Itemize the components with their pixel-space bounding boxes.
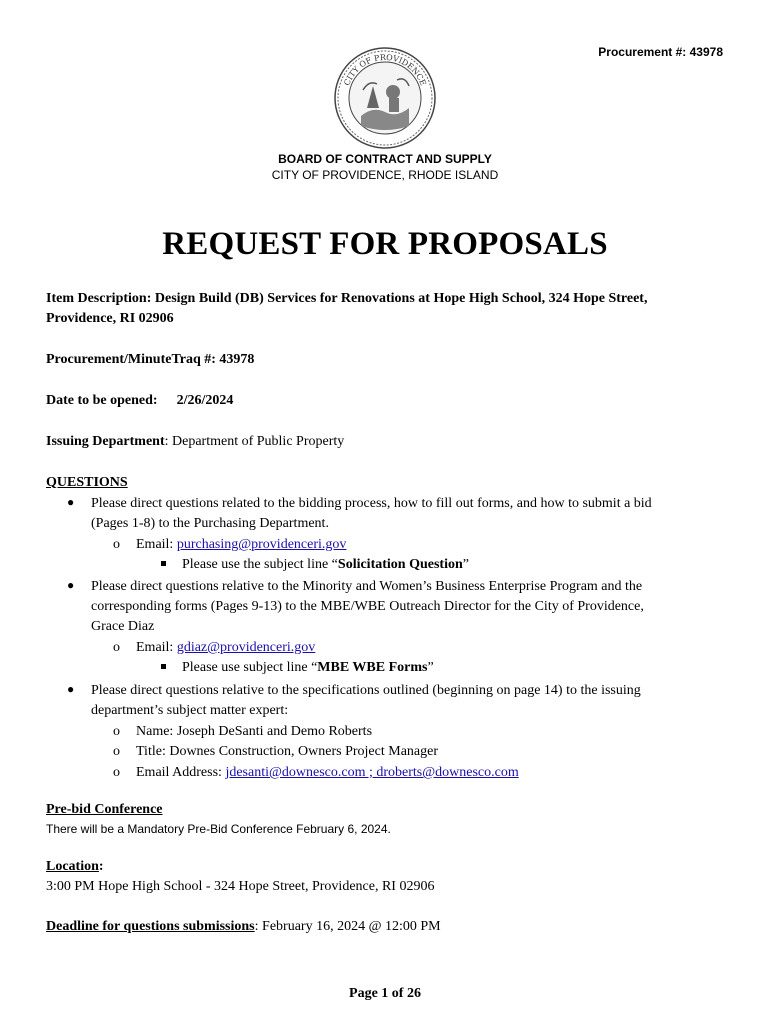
q1-line1: Please direct questions related to the bidding process, how to fill out forms, and how to submit a bid <box>91 496 652 511</box>
prebid-text: There will be a Mandatory Pre-Bid Conference February 6, 2024. <box>46 822 391 836</box>
location-text: 3:00 PM Hope High School - 324 Hope Street, Providence, RI 02906 <box>46 879 435 894</box>
date-opened-label: Date to be opened: <box>46 393 158 408</box>
q3-email-prefix: Email Address: <box>136 765 226 780</box>
item-description-text: Design Build (DB) Services for Renovations at Hope High School, 324 Hope Street, <box>154 291 648 306</box>
q2-subject-prefix: Please use subject line “ <box>182 660 318 675</box>
q1-email-row <box>136 535 346 555</box>
circle-bullet-icon: o <box>113 765 120 780</box>
bullet-icon: ● <box>67 495 75 509</box>
procurement-number-header: Procurement #: 43978 <box>598 45 723 59</box>
q3-line2: department’s subject matter expert: <box>91 703 289 718</box>
q3-title: Title: Downes Construction, Owners Project Manager <box>136 744 438 759</box>
q2-subject: MBE WBE Forms <box>317 660 428 675</box>
prebid-heading: Pre-bid Conference <box>46 802 163 817</box>
purchasing-email-link[interactable]: purchasing@providenceri.gov <box>176 537 347 552</box>
q2-email-row <box>136 638 315 658</box>
deadline-row <box>46 917 441 937</box>
bullet-icon: ● <box>67 578 75 592</box>
item-description-line1 <box>46 289 647 309</box>
date-opened-value: 2/26/2024 <box>176 393 234 408</box>
item-description-label: Item Description: <box>46 291 152 306</box>
q1-subject-suffix: ” <box>462 557 469 572</box>
deadline-label: Deadline for questions submissions <box>46 919 255 934</box>
q1-subject-row <box>182 555 469 575</box>
q2-subject-suffix: ” <box>427 660 434 675</box>
item-description-line2: Providence, RI 02906 <box>46 311 174 326</box>
q2-line1: Please direct questions relative to the Minority and Women’s Business Enterprise Program and the <box>91 579 643 594</box>
q3-line1: Please direct questions relative to the specifications outlined (beginning on page 14) to the issuing <box>91 683 641 698</box>
q1-subject: Solicitation Question <box>337 557 463 572</box>
location-heading-row <box>46 857 104 877</box>
circle-bullet-icon: o <box>113 744 120 759</box>
q2-line2: corresponding forms (Pages 9-13) to the MBE/WBE Outreach Director for the City of Providence, <box>91 599 644 614</box>
procurement-label: Procurement/MinuteTraq #: <box>46 352 216 367</box>
square-bullet-icon <box>161 561 166 566</box>
city-seal-logo <box>333 46 437 150</box>
q3-name: Name: Joseph DeSanti and Demo Roberts <box>136 724 373 739</box>
issuing-department-value: : Department of Public Property <box>164 434 345 449</box>
downes-email-link[interactable]: jdesanti@downesco.com ; droberts@downesco.com <box>225 765 519 780</box>
q1-email-prefix: Email: <box>136 537 177 552</box>
q2-subject-row <box>182 658 434 678</box>
q2-email-prefix: Email: <box>136 640 177 655</box>
deadline-value: : February 16, 2024 @ 12:00 PM <box>254 919 441 934</box>
city-name: CITY OF PROVIDENCE, RHODE ISLAND <box>271 168 499 182</box>
bullet-icon: ● <box>67 682 75 696</box>
issuing-department-label: Issuing Department <box>46 434 165 449</box>
questions-heading: QUESTIONS <box>46 475 128 490</box>
circle-bullet-icon: o <box>113 724 120 739</box>
procurement-value: 43978 <box>219 352 255 367</box>
date-opened-row <box>46 391 233 411</box>
location-colon: : <box>98 859 104 874</box>
square-bullet-icon <box>161 664 166 669</box>
page-title: REQUEST FOR PROPOSALS <box>162 226 608 262</box>
procurement-row <box>46 350 254 370</box>
circle-bullet-icon: o <box>113 537 120 552</box>
page-number-footer: Page 1 of 26 <box>349 986 421 1001</box>
seal-text: CITY OF PROVIDENCE <box>342 52 428 87</box>
q2-line3: Grace Diaz <box>91 619 155 634</box>
q3-email-row <box>136 763 519 783</box>
gdiaz-email-link[interactable]: gdiaz@providenceri.gov <box>176 640 316 655</box>
location-heading: Location <box>46 859 99 874</box>
issuing-department-row <box>46 432 344 452</box>
board-name: BOARD OF CONTRACT AND SUPPLY <box>278 152 492 166</box>
q1-subject-prefix: Please use the subject line “ <box>182 557 338 572</box>
q1-line2: (Pages 1-8) to the Purchasing Department. <box>91 516 329 531</box>
circle-bullet-icon: o <box>113 640 120 655</box>
